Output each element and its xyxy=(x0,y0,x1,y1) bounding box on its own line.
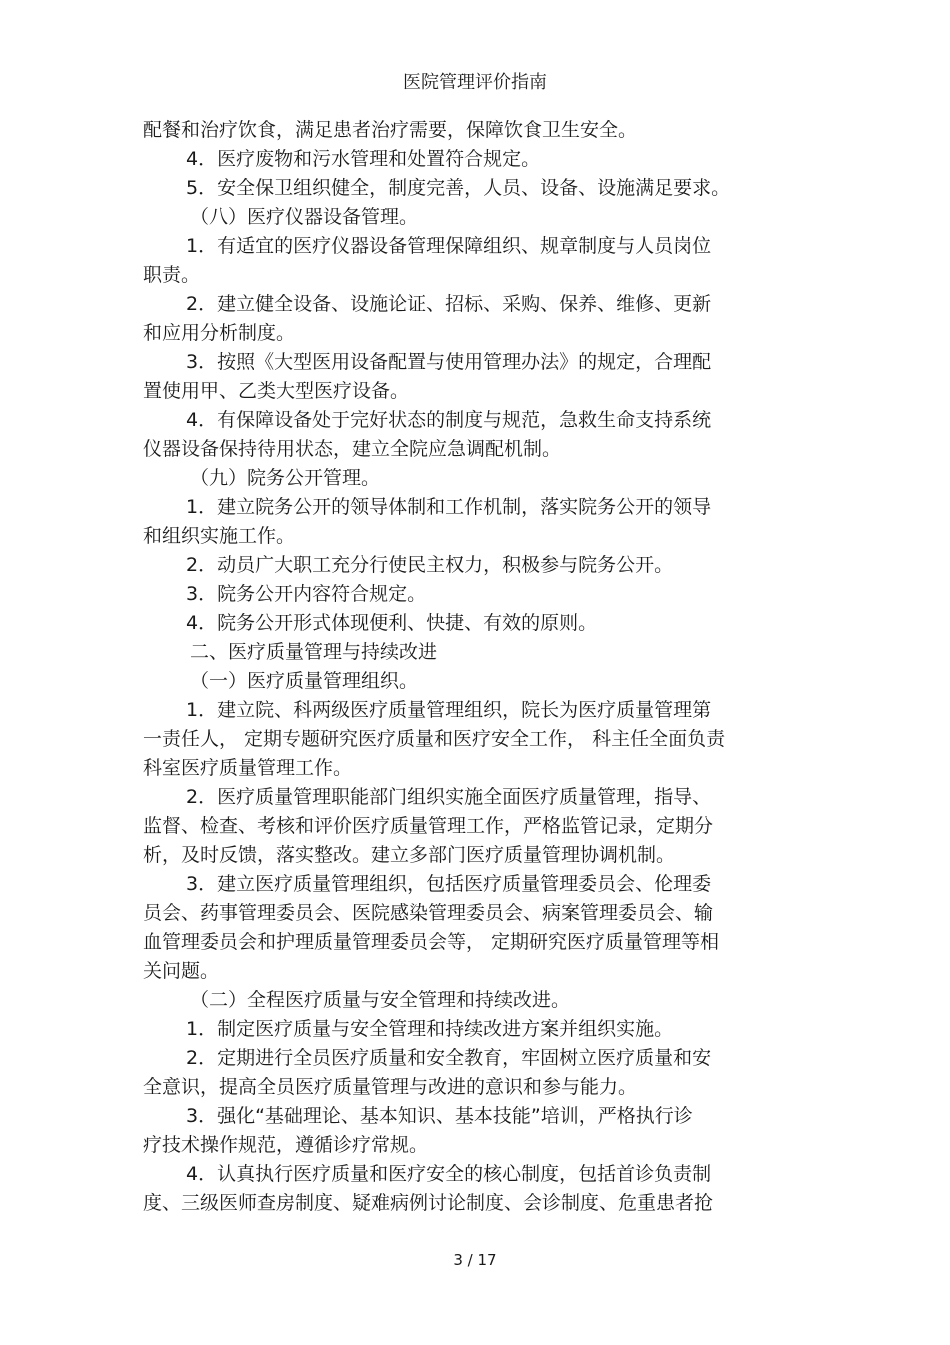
page-number: 3 / 17 xyxy=(453,1251,497,1269)
text-line: 2．医疗质量管理职能部门组织实施全面医疗质量管理，指导、 xyxy=(186,786,712,808)
text-line: 置使用甲、乙类大型医疗设备。 xyxy=(143,380,410,402)
text-line: 2．定期进行全员医疗质量和安全教育，牢固树立医疗质量和安 xyxy=(186,1047,712,1069)
text-line: （八）医疗仪器设备管理。 xyxy=(190,206,419,228)
text-line: 1．建立院务公开的领导体制和工作机制，落实院务公开的领导 xyxy=(186,496,712,518)
text-line: 3．院务公开内容符合规定。 xyxy=(186,583,427,605)
text-line: （九）院务公开管理。 xyxy=(190,467,381,489)
text-line: 2．动员广大职工充分行使民主权力，积极参与院务公开。 xyxy=(186,554,674,576)
text-line: 疗技术操作规范，遵循诊疗常规。 xyxy=(143,1134,429,1156)
text-line: 4．有保障设备处于完好状态的制度与规范，急救生命支持系统 xyxy=(186,409,712,431)
text-line: 仪器设备保持待用状态，建立全院应急调配机制。 xyxy=(143,438,562,460)
text-line: 3．建立医疗质量管理组织，包括医疗质量管理委员会、伦理委 xyxy=(186,873,712,895)
text-line: 1．制定医疗质量与安全管理和持续改进方案并组织实施。 xyxy=(186,1018,674,1040)
text-line: 1．有适宜的医疗仪器设备管理保障组织、规章制度与人员岗位 xyxy=(186,235,712,257)
text-line: 职责。 xyxy=(143,264,201,286)
text-line: 关问题。 xyxy=(143,960,220,982)
text-line: 和应用分析制度。 xyxy=(143,322,296,344)
page-header-title: 医院管理评价指南 xyxy=(403,72,547,93)
text-line: 4．认真执行医疗质量和医疗安全的核心制度，包括首诊负责制 xyxy=(186,1163,712,1185)
text-line: 二、医疗质量管理与持续改进 xyxy=(190,641,438,663)
text-line: （二）全程医疗质量与安全管理和持续改进。 xyxy=(190,989,571,1011)
text-line: 和组织实施工作。 xyxy=(143,525,296,547)
text-line: 3．强化“基础理论、基本知识、基本技能”培训，严格执行诊 xyxy=(186,1105,693,1127)
text-line: 析，及时反馈，落实整改。建立多部门医疗质量管理协调机制。 xyxy=(143,844,676,866)
text-line: 监督、检查、考核和评价医疗质量管理工作，严格监管记录，定期分 xyxy=(143,815,714,837)
text-line: （一）医疗质量管理组织。 xyxy=(190,670,419,692)
text-line: 4．医疗废物和污水管理和处置符合规定。 xyxy=(186,148,541,170)
document-body xyxy=(143,116,803,1218)
text-line: 2．建立健全设备、设施论证、招标、采购、保养、维修、更新 xyxy=(186,293,712,315)
text-line: 一责任人， 定期专题研究医疗质量和医疗安全工作， 科主任全面负责 xyxy=(143,728,726,750)
text-line: 配餐和治疗饮食，满足患者治疗需要，保障饮食卫生安全。 xyxy=(143,119,638,141)
text-line: 员会、药事管理委员会、医院感染管理委员会、病案管理委员会、输 xyxy=(143,902,714,924)
text-line: 3．按照《大型医用设备配置与使用管理办法》的规定，合理配 xyxy=(186,351,712,373)
text-line: 科室医疗质量管理工作。 xyxy=(143,757,353,779)
text-line: 4．院务公开形式体现便利、快捷、有效的原则。 xyxy=(186,612,598,634)
text-line: 5．安全保卫组织健全，制度完善，人员、设备、设施满足要求。 xyxy=(186,177,731,199)
text-line: 度、三级医师查房制度、疑难病例讨论制度、会诊制度、危重患者抢 xyxy=(143,1192,714,1214)
text-line: 1．建立院、科两级医疗质量管理组织，院长为医疗质量管理第 xyxy=(186,699,712,721)
text-line: 血管理委员会和护理质量管理委员会等， 定期研究医疗质量管理等相 xyxy=(143,931,720,953)
text-line: 全意识，提高全员医疗质量管理与改进的意识和参与能力。 xyxy=(143,1076,638,1098)
